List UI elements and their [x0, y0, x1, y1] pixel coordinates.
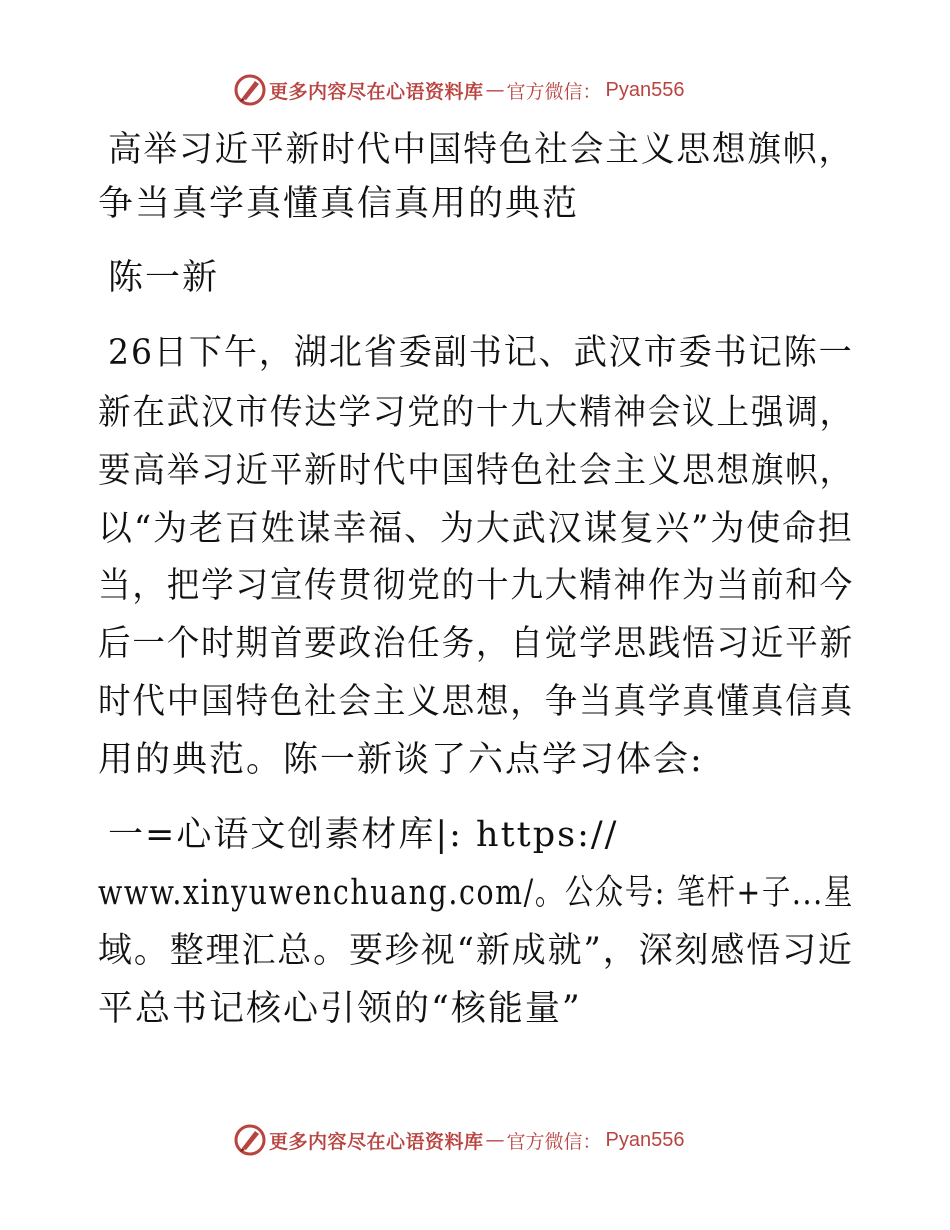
banner-wechat-label: 官方微信：	[506, 80, 602, 103]
body-line: 后一个时期首要政治任务，自觉学思践悟习近平新	[98, 624, 855, 664]
pen-logo-icon	[233, 1123, 267, 1157]
header-banner[interactable]	[233, 73, 713, 107]
title-line-1: 高举习近平新时代中国特色社会主义思想旗帜，	[108, 130, 855, 170]
footer-banner[interactable]	[233, 1123, 713, 1157]
body-line: 要高举习近平新时代中国特色社会主义思想旗帜，	[98, 451, 855, 491]
banner-separator: —	[485, 79, 505, 101]
title-line-2: 争当真学真懂真信真用的典范	[98, 184, 580, 224]
banner-text: 更多内容尽在心语资料库	[269, 80, 484, 103]
body-line: 用的典范。陈一新谈了六点学习体会:	[98, 740, 704, 780]
body-line: 新在武汉市传达学习党的十九大精神会议上强调，	[98, 393, 855, 433]
body-line: 以“为老百姓谋幸福、为大武汉谋复兴”为使命担	[98, 509, 854, 549]
banner-text: 更多内容尽在心语资料库	[269, 1130, 484, 1153]
banner-separator: —	[485, 1129, 505, 1151]
body-line: 当，把学习宣传贯彻党的十九大精神作为当前和今	[98, 566, 855, 606]
section-line: 平总书记核心引领的“核能量”	[98, 989, 582, 1029]
banner-wechat-label: 官方微信：	[506, 1130, 602, 1153]
body-line: 26日下午，湖北省委副书记、武汉市委书记陈一	[108, 333, 854, 373]
pen-logo-icon	[233, 73, 267, 107]
section-line: www.xinyuwenchuang.com/。公众号: 笔杆+子...星	[98, 873, 854, 913]
banner-wechat-id: Pyan556	[605, 78, 685, 101]
section-line: 域。整理汇总。要珍视“新成就”，深刻感悟习近	[98, 931, 854, 971]
body-line: 时代中国特色社会主义思想，争当真学真懂真信真	[98, 682, 855, 722]
banner-wechat-id: Pyan556	[605, 1128, 685, 1151]
author: 陈一新	[108, 258, 220, 298]
section-line: 一=心语文创素材库|: https://	[108, 815, 619, 855]
